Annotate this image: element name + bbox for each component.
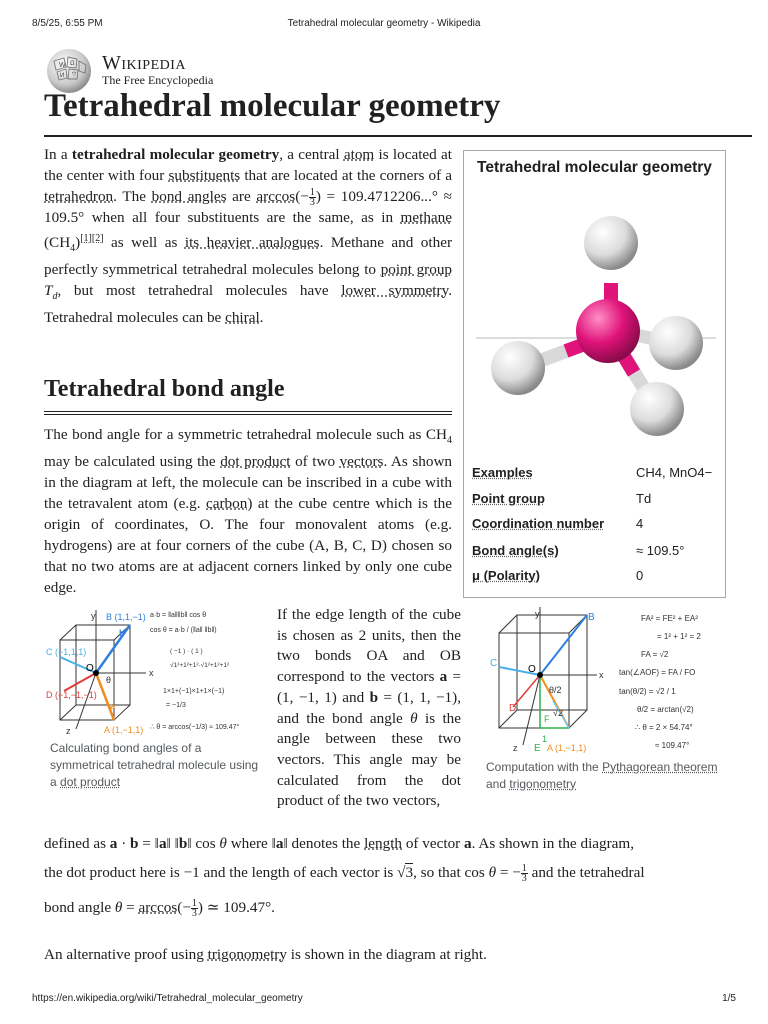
link-trigonometry[interactable]: trigonometry	[207, 946, 287, 963]
print-page-number: 1/5	[722, 993, 736, 1004]
title-divider	[44, 135, 752, 137]
bond-angle-value: ) = 109.4712206...° ≈ 109.5° when all four	[44, 188, 452, 227]
section-heading: Tetrahedral bond angle	[44, 376, 285, 402]
link-bond-angles[interactable]: bond angles	[151, 188, 227, 205]
infobox-value: ≈ 109.5°	[636, 543, 685, 558]
intro-paragraph: In a tetrahedral molecular geometry, a central atom is located at the center with four substituents that are located at the corners of a tetrahedron. The bond angles are arccos(− $\frac{1}{3}$ ) = 109.4712206...° ≈ 109.5° when all four substituents are the same, as in methane $(CH_4)[1][2]$ as well as its heavier analogues. Methane and other perfectly symmetrical tetrahedral molecules belong to point group $T_d$, but most tetrahedral molecules have lower symmetry. Tetrahedral molecules can be chiral.	[44, 146, 453, 327]
link-arccos-2[interactable]: arccos	[138, 899, 178, 916]
link-tetrahedron[interactable]: tetrahedron	[44, 188, 114, 205]
infobox-label[interactable]: Bond angle(s)	[472, 543, 559, 558]
svg-text:W: W	[59, 62, 66, 69]
infobox-label[interactable]: Examples	[472, 465, 533, 480]
right-fig-one: 1	[542, 734, 548, 744]
link-arccos[interactable]: arccos	[256, 188, 296, 205]
infobox-row-bond-angle	[472, 543, 717, 558]
infobox-row-polarity	[472, 568, 717, 583]
right-fig-point-c: C	[490, 658, 498, 669]
print-url: https://en.wikipedia.org/wiki/Tetrahedral_molecular_geometry	[32, 993, 303, 1004]
left-fig-x: x	[149, 668, 154, 678]
svg-text:И: И	[60, 73, 65, 79]
print-footer	[32, 993, 736, 1004]
left-fig-y: y	[91, 611, 96, 621]
link-chiral[interactable]: chiral	[225, 309, 260, 327]
link-heavier-analogues[interactable]: its heavier analogues	[184, 234, 320, 252]
right-fig-z: z	[513, 743, 518, 753]
left-fig-origin: O	[86, 663, 94, 674]
infobox-row-point-group	[472, 491, 717, 506]
right-fig-eq-4: tan(θ/2) = √2 / 1	[619, 687, 676, 696]
infobox-value: CH4, MnO4−	[636, 465, 713, 480]
page-title: Tetrahedral molecular geometry	[44, 88, 501, 124]
link-length[interactable]: length	[364, 835, 403, 852]
left-fig-vector-a: a	[110, 701, 116, 711]
left-fig-point-a: A (1,−1,1)	[104, 725, 144, 735]
right-figure-caption: Computation with the Pythagorean theorem and trigonometry	[486, 760, 718, 791]
right-fig-point-a: A (1,−1,1)	[547, 743, 587, 753]
right-fig-eq-2: FA = √2	[641, 650, 669, 659]
right-fig-sqrt2: √2	[553, 708, 563, 718]
alternative-proof-paragraph: An alternative proof using trigonometry is shown in the diagram at right.	[44, 946, 487, 963]
left-fig-point-c: C (−1,1,1)	[46, 647, 87, 657]
left-fig-theta: θ	[106, 675, 112, 685]
left-fig-z: z	[66, 726, 71, 736]
right-fig-eq-1: = 1² + 1² = 2	[657, 632, 701, 641]
infobox-label[interactable]: μ (Polarity)	[472, 568, 540, 583]
right-fig-y: y	[535, 609, 540, 619]
infobox-label[interactable]: Coordination number	[472, 516, 605, 531]
link-dot-product[interactable]: dot product	[220, 453, 291, 471]
svg-text:( −1 ) · ( 1 ): ( −1 ) · ( 1 )	[170, 648, 203, 655]
print-doc-title: Tetrahedral molecular geometry - Wikipedia	[287, 18, 481, 29]
left-fig-eq5: ∴ θ = arccos(−1/3) ≈ 109.47°	[150, 724, 240, 731]
svg-text:√1²+1²+1²·√1²+1²+1²: √1²+1²+1²·√1²+1²+1²	[170, 662, 230, 669]
right-fig-point-b: B	[588, 612, 595, 623]
left-fig-vector-b: b	[119, 628, 125, 638]
right-fig-eq-5: θ/2 = arctan(√2)	[637, 705, 694, 714]
reference-links[interactable]: [1][2]	[80, 233, 104, 245]
link-atom[interactable]: atom	[343, 146, 375, 163]
dot-product-line-3: bond angle θ = arccos(− $\frac{1}{3}$ ) ≃ 109.47°.	[44, 898, 275, 920]
edge-length-paragraph: If the edge length of the cube is chosen as 2 units, then the two bonds OA and OB correspond to the vectors a = (1, −1, 1) and b = (1, 1, −1), and the bond angle θ is the angle between these two vectors. This angle may be calculated from the dot product of the two vectors,	[277, 606, 462, 810]
right-fig-point-d: D	[509, 703, 517, 714]
right-fig-eq-6: ∴ θ = 2 × 54.74°	[635, 723, 693, 732]
left-fig-eq4: = −1/3	[166, 702, 186, 709]
link-vectors[interactable]: vectors	[339, 453, 384, 471]
trigonometry-diagram[interactable]	[485, 605, 730, 755]
infobox-row-coordination	[472, 516, 717, 531]
infobox-row-examples	[472, 465, 717, 480]
right-fig-eq-0: FA² = FE² + EA²	[641, 614, 698, 623]
link-caption-dot-product[interactable]: dot product	[60, 775, 121, 789]
link-methane[interactable]: methane	[400, 209, 452, 227]
wikipedia-wordmark: Wikipedia	[102, 52, 187, 75]
print-header	[32, 18, 736, 29]
dot-product-diagram[interactable]	[46, 605, 258, 737]
dot-product-line-2: the dot product here is −1 and the length of each vector is √3, so that cos θ = − $\frac{1}{3}$ and the tetrahedral	[44, 863, 645, 885]
section-divider	[44, 411, 452, 415]
methane-ball-and-stick-image[interactable]	[476, 203, 716, 451]
right-fig-point-e: E	[534, 743, 541, 754]
bond-angle-paragraph: The bond angle for a symmetric tetrahedral molecule such as $CH_4$ may be calculated using the dot product of two vectors. As shown in the diagram at left, the molecule can be inscribed in a cube with the tetravalent atom (e.g. carbon) at the cube centre which is the origin of coordinates, O. The four monovalent atoms (e.g. hydrogens) are at four corners of the cube (A, B, C, D) chosen so that no two atoms are at adjacent corners linked by only one cube edge.	[44, 426, 453, 597]
link-lower-symmetry[interactable]: lower symmetry	[341, 282, 449, 300]
left-fig-eq1: a·b = ‖a‖‖b‖ cos θ	[150, 612, 207, 619]
svg-text:Ω: Ω	[70, 61, 75, 67]
wikipedia-tagline: The Free Encyclopedia	[102, 73, 214, 88]
right-fig-origin: O	[528, 664, 536, 675]
link-caption-trigonometry[interactable]: trigonometry	[509, 777, 577, 791]
svg-text:ウ: ウ	[71, 72, 78, 78]
dot-product-continuation: defined as a · b = ‖a‖ ‖b‖ cos θ where ‖a‖ denotes the length of vector a. As shown in the diagram,	[44, 835, 635, 852]
right-fig-point-f: F	[544, 714, 550, 724]
infobox-label[interactable]: Point group	[472, 491, 545, 506]
right-fig-eq-3: tan(∠AOF) = FA / FO	[619, 668, 696, 677]
right-fig-eq-7: ≈ 109.47°	[655, 741, 690, 750]
infobox	[463, 150, 726, 598]
link-pythagorean-theorem[interactable]: Pythagorean theorem	[602, 760, 718, 774]
left-figure-caption: Calculating bond angles of a symmetrical tetrahedral molecule using a dot product	[50, 741, 259, 789]
right-fig-half-angle: θ/2	[549, 685, 562, 695]
print-datetime: 8/5/25, 6:55 PM	[32, 18, 103, 29]
link-point-group[interactable]: point group	[380, 261, 453, 279]
left-fig-eq3: 1×1+(−1)×1+1×(−1)	[163, 688, 225, 695]
infobox-title: Tetrahedral molecular geometry	[477, 159, 712, 176]
left-fig-point-b: B (1,1,−1)	[106, 612, 146, 622]
infobox-value: 4	[636, 516, 644, 531]
left-fig-eq2: cos θ = a·b / (‖a‖ ‖b‖)	[150, 627, 217, 634]
link-carbon[interactable]: carbon	[206, 495, 248, 513]
infobox-value: Td	[636, 491, 652, 506]
infobox-value: 0	[636, 568, 644, 583]
link-substituents[interactable]: substituents	[168, 167, 241, 184]
left-fig-point-d: D (−1,−1,−1)	[46, 690, 97, 700]
right-fig-x: x	[599, 670, 604, 680]
